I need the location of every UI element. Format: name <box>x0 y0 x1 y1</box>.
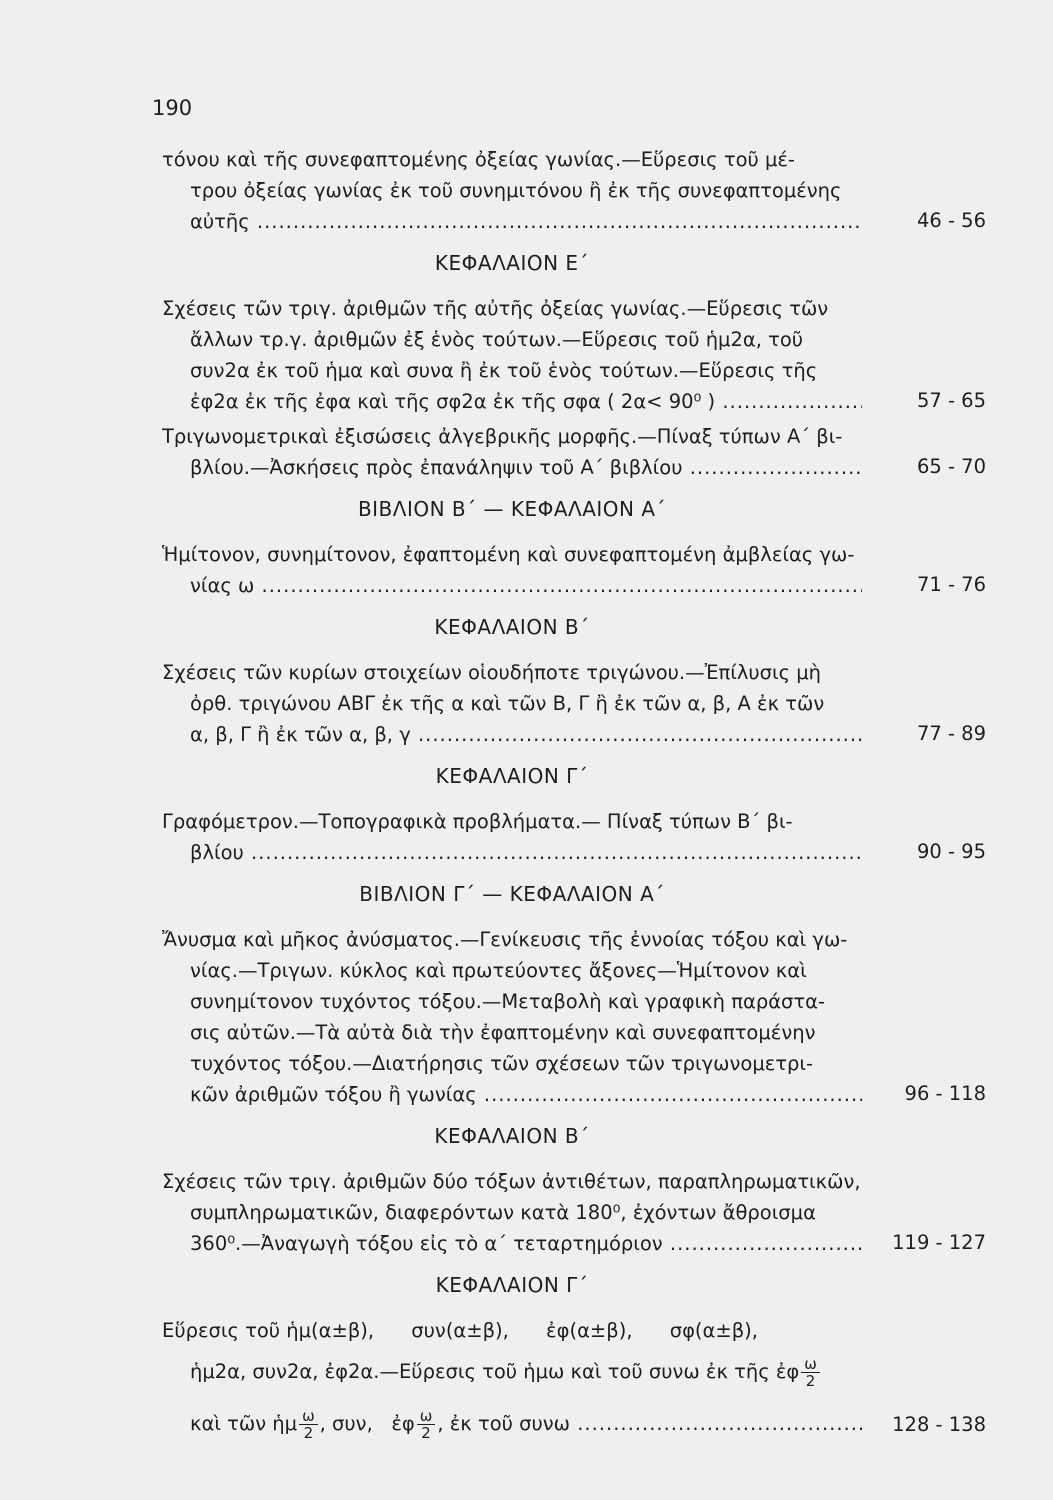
toc-entry-line: ἄλλων τρ.γ. ἀριθμῶν ἐξ ἑνὸς τούτων.—Εὕρεσις τοῦ ἡμ2α, τοῦ <box>190 328 804 351</box>
toc-entry-line: 360⁰.—Ἀναγωγὴ τόξου εἰς τὸ α΄ τεταρτημόριον ..... <box>162 1228 862 1259</box>
toc-entry-line: ὀρθ. τριγώνου ΑΒΓ ἐκ τῆς α καὶ τῶν Β, Γ ἢ ἐκ τῶν α, β, Α ἐκ τῶν <box>190 692 825 715</box>
section-heading: ΚΕΦΑΛΑΙΟΝ Γ΄ <box>435 1273 589 1297</box>
fraction-denominator: 2 <box>421 1424 431 1442</box>
page-range: 77 - 89 <box>916 722 986 745</box>
toc-entry-line: σις αὐτῶν.—Τὰ αὐτὰ διὰ τὴν ἐφαπτομένην καὶ συνεφαπτομένην <box>190 1021 816 1044</box>
page-range: 96 - 118 <box>904 1082 986 1105</box>
formula-text: , συν, <box>319 1412 373 1435</box>
toc-entry-line: συμπληρωματικῶν, διαφερόντων κατὰ 180⁰, ἐχόντων ἄθροισμα <box>190 1201 816 1224</box>
toc-entry-line: Γραφόμετρον.—Τοπογραφικὰ προβλήματα.— Πίναξ τύπων Β΄ βι- <box>162 810 793 833</box>
toc-entry <box>162 924 1002 1110</box>
page-number: 190 <box>152 96 193 120</box>
section-heading: ΒΙΒΛΙΟΝ Γ΄ — ΚΕΦΑΛΑΙΟΝ Α΄ <box>359 882 665 906</box>
table-of-contents <box>162 144 1002 1454</box>
section-heading: ΚΕΦΑΛΑΙΟΝ Β΄ <box>434 615 590 639</box>
fraction-omega-over-two <box>417 1408 436 1441</box>
toc-entry-line: αὐτῆς ..... <box>162 206 862 237</box>
page-range: 71 - 76 <box>916 573 986 596</box>
toc-entry-line: νίας ω ..... <box>162 570 862 601</box>
section-heading: ΒΙΒΛΙΟΝ Β΄ — ΚΕΦΑΛΑΙΟΝ Α΄ <box>357 497 667 521</box>
toc-entry-line: Σχέσεις τῶν τριγ. ἀριθμῶν δύο τόξων ἀντιθέτων, παραπληρωματικῶν, <box>162 1170 861 1193</box>
toc-entry-line: συν2α ἐκ τοῦ ἡμα καὶ συνα ἢ ἐκ τοῦ ἑνὸς τούτων.—Εὕρεσις τῆς <box>190 359 818 382</box>
toc-entry-line: ἐφ2α ἐκ τῆς ἐφα καὶ τῆς σφ2α ἐκ τῆς σφα ( 2α< 90⁰ ) ..... <box>162 386 862 417</box>
fraction-omega-over-two <box>299 1408 318 1441</box>
fraction-denominator: 2 <box>805 1372 816 1390</box>
page-range: 46 - 56 <box>916 209 986 232</box>
formula-text: ἐφ <box>391 1412 415 1435</box>
toc-entry <box>162 806 1002 868</box>
toc-entry-line: Τριγωνομετρικαὶ ἐξισώσεις ἀλγεβρικῆς μορφῆς.—Πίναξ τύπων Α΄ βι- <box>162 425 843 448</box>
toc-entry <box>162 1315 1002 1450</box>
toc-entry-line: Σχέσεις τῶν κυρίων στοιχείων οἱουδήποτε τριγώνου.—Ἐπίλυσις μὴ <box>162 661 822 684</box>
toc-entry-line <box>162 1346 890 1398</box>
toc-entry-line: κῶν ἀριθμῶν τόξου ἢ γωνίας ..... <box>162 1079 862 1110</box>
toc-entry-line: βλίου.—Ἀσκήσεις πρὸς ἐπανάληψιν τοῦ Α΄ βιβλίου ..... <box>162 452 862 483</box>
toc-entry-line: Εὕρεσις τοῦ ἡμ(α±β), συν(α±β), ἐφ(α±β), σφ(α±β), <box>162 1319 758 1342</box>
toc-entry-line: Ἄνυσμα καὶ μῆκος ἀνύσματος.—Γενίκευσις τῆς ἐννοίας τόξου καὶ γω- <box>162 928 848 951</box>
page-range: 128 - 138 <box>892 1413 986 1436</box>
page-range: 90 - 95 <box>916 840 986 863</box>
page-range: 65 - 70 <box>916 455 986 478</box>
page-range: 119 - 127 <box>892 1231 986 1254</box>
toc-entry-line: συνημίτονον τυχόντος τόξου.—Μεταβολὴ καὶ γραφικὴ παράστα- <box>190 990 826 1013</box>
spacer <box>373 1412 392 1435</box>
section-heading: ΚΕΦΑΛΑΙΟΝ Β΄ <box>434 1124 590 1148</box>
toc-entry-line: τρου ὀξείας γωνίας ἐκ τοῦ συνημιτόνου ἢ ἐκ τῆς συνεφαπτομένης <box>190 179 842 202</box>
formula-text: , ἐκ τοῦ συνω <box>437 1412 571 1435</box>
formula-text: ἡμ2α, συν2α, ἐφ2α.—Εὕρεσις τοῦ ἡμω καὶ τοῦ συνω ἐκ τῆς ἐφ <box>190 1360 800 1383</box>
fraction-numerator: ω <box>419 1407 433 1425</box>
fraction-numerator: ω <box>302 1407 315 1425</box>
toc-entry-line: τόνου καὶ τῆς συνεφαπτομένης ὀξείας γωνίας.—Εὕρεσις τοῦ μέ- <box>162 148 795 171</box>
toc-entry <box>162 1166 1002 1259</box>
toc-entry <box>162 539 1002 601</box>
page-range: 57 - 65 <box>916 389 986 412</box>
toc-entry-line: βλίου ..... <box>162 837 862 868</box>
section-heading: ΚΕΦΑΛΑΙΟΝ Γ΄ <box>435 764 589 788</box>
toc-entry-line: Ἡμίτονον, συνημίτονον, ἐφαπτομένη καὶ συνεφαπτομένη ἀμβλείας γω- <box>162 543 855 566</box>
toc-entry-line: τυχόντος τόξου.—Διατήρησις τῶν σχέσεων τῶν τριγωνομετρι- <box>190 1052 814 1075</box>
toc-entry-line <box>162 1398 862 1450</box>
section-heading: ΚΕΦΑΛΑΙΟΝ Ε΄ <box>434 251 590 275</box>
toc-entry-line: α, β, Γ ἢ ἐκ τῶν α, β, γ ..... <box>162 719 862 750</box>
toc-entry-line: Σχέσεις τῶν τριγ. ἀριθμῶν τῆς αὐτῆς ὀξείας γωνίας.—Εὕρεσις τῶν <box>162 297 829 320</box>
formula-text: καὶ τῶν ἡμ <box>190 1412 298 1435</box>
fraction-omega-over-two <box>801 1356 820 1389</box>
fraction-numerator: ω <box>804 1355 817 1373</box>
toc-entry <box>162 421 1002 483</box>
fraction-denominator: 2 <box>303 1424 314 1442</box>
toc-entry <box>162 657 1002 750</box>
toc-entry-line: νίας.—Τριγων. κύκλος καὶ πρωτεύοντες ἄξονες—Ἡμίτονον καὶ <box>190 959 807 982</box>
toc-entry <box>162 144 1002 237</box>
toc-entry <box>162 293 1002 417</box>
